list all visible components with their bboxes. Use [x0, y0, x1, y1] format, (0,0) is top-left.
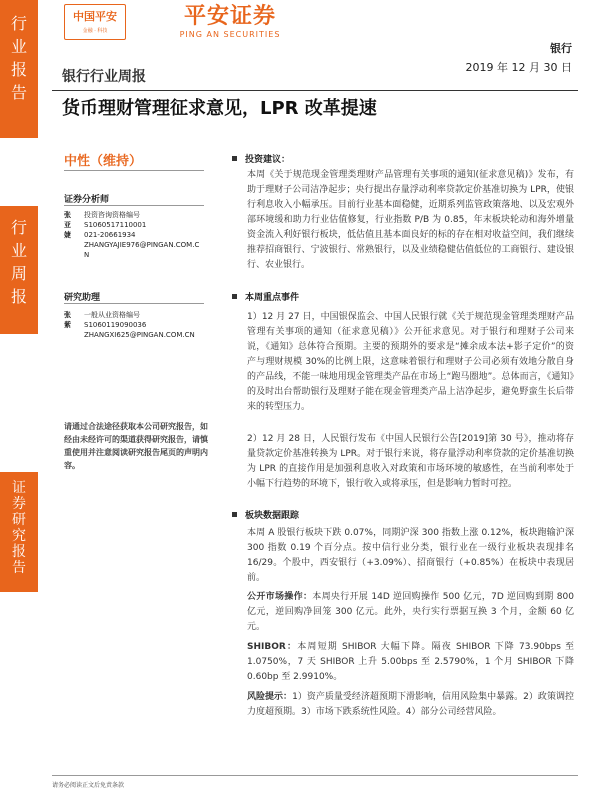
rating-label: 中性（维持） [64, 154, 143, 169]
brand-name-cn: 平安证券 [183, 4, 276, 29]
footer-disclaimer: 请务必阅读正文后免责条款 [52, 782, 125, 789]
key-events-heading [232, 290, 299, 303]
sector-data-heading [232, 508, 299, 521]
analyst-name: 张亚婕 [64, 211, 71, 239]
section-heading-text: 投资建议： [245, 155, 291, 165]
assistant-email: ZHANGXI625@PINGAN.COM.CN [84, 331, 195, 339]
shibor-paragraph [247, 640, 574, 685]
report-title: 货币理财管理征求意见，LPR 改革提速 [62, 98, 377, 119]
analyst-email-cont: N [84, 251, 90, 259]
report-type: 银行行业周报 [62, 69, 146, 85]
brand-name-en: PING AN SECURITIES [179, 30, 281, 39]
sidebar-tag-weekly: 行 业 周 报 [0, 206, 38, 334]
footer-divider [52, 775, 578, 776]
sidebar-tag-securities-research: 证 券 研 究 报 告 [0, 472, 38, 592]
header-divider [52, 90, 578, 91]
risk-text: 1）资产质量受经济超预期下滑影响，信用风险集中暴露。2）政策调控力度超预期。3）市场下跌系统性风险。4）部分公司经营风险。 [247, 692, 574, 717]
analyst-heading: 证券分析师 [64, 195, 110, 205]
analyst-info-line: 021-20661934 [84, 231, 136, 239]
key-event-2: 2）12 月 28 日，人民银行发布《中国人民银行公告[2019]第 30 号》，推动将存量贷款定价基准转换为 LPR。对于银行来说，将存量浮动利率贷款的定价基准切换为 LPR 的直接作用是加强利息收入对政策和市场环境的敏感性，在当前利率处于小幅下行趋势的环境下，银行收入或将承压，但是影响力暂时可控。 [247, 434, 574, 489]
section-heading-text: 本周重点事件 [245, 293, 300, 303]
investment-advice-text: 本周《关于规范现金管理类理财产品管理有关事项的通知(征求意见稿)》发布，有助于理财子公司洁净起步；央行提出存量浮动利率贷款定价基准切换为 LPR，使银行利息收入小幅承压。目前行业基本面稳健，近期系列监管政策落地、以及宏观外部环境缓和助力行业估值修复，行业指数 P/B 为 0.85，年末板块轮动和海外增量资金流入利好银行板块，低估值且基本面良好的标的存在相对收益空间，我们继续推荐招商银行、宁波银行、常熟银行，以及业绩稳健估值低位的工商银行、建设银行、农业银行。 [247, 170, 574, 270]
report-date: 2019 年 12 月 30 日 [465, 61, 572, 74]
disclaimer-notice: 请通过合法途径获取本公司研究报告，如经由未经许可的渠道获得研究报告，请慎重使用并注意阅读研究报告尾页的声明内容。 [64, 422, 208, 470]
ping-an-securities-logo [170, 4, 290, 39]
analyst-info-line: S1060517110001 [84, 221, 147, 229]
assistant-info-line: S1060119090036 [84, 321, 147, 329]
industry-label: 银行 [550, 42, 572, 55]
analyst-info [84, 210, 206, 260]
shibor-label: SHIBOR： [247, 642, 298, 652]
investment-advice-heading [232, 152, 290, 165]
analyst-email: ZHANGYAJIE976@PINGAN.COM.C [84, 241, 200, 249]
open-market-text: 本周央行开展 14D 逆回购操作 500 亿元，7D 逆回购到期 800 亿元，逆回购净回笼 300 亿元。此外，央行实行票据互换 3 个月，金额 60 亿元。 [247, 592, 574, 632]
logo-text: 中国平安 [73, 10, 117, 23]
assistant-heading: 研究助理 [64, 293, 101, 303]
assistant-info-line: 一般从业资格编号 [84, 311, 140, 319]
open-market-operations [247, 590, 574, 635]
key-event-1: 1）12 月 27 日，中国银保监会、中国人民银行就《关于规范现金管理类理财产品管理有关事项的通知（征求意见稿）》公开征求意见。对于银行和理财子公司来说，《通知》总体符合预期。主要的预期外的要求是“摊余成本法+影子定价”的资产与理财规模 30%的比例上限，这意味着银行和理财子公司必须有效地分散自身的产品线，不能一味地用现金管理类产品在市场上“跑马圈地”。总体而言，《通知》的及时出台帮助银行及理财子能在现金管理类产品上洁净起步，避免野蛮生长后带来的转型压力。 [247, 312, 574, 412]
assistant-info [84, 310, 206, 340]
logo-subtext: 金融 · 科技 [82, 28, 108, 34]
assistant-divider [64, 303, 204, 304]
sector-performance-text: 本周 A 股银行板块下跌 0.07%，同期沪深 300 指数上涨 0.12%，板块跑输沪深 300 指数 0.19 个百分点。按中信行业分类，银行业在一级行业板块表现排名 16/29。个股中，西安银行（+3.09%）、招商银行（+0.85%）在板块中表现居前。 [247, 528, 574, 583]
assistant-name: 张紫 [64, 311, 71, 329]
analyst-info-line: 投资咨询资格编号 [84, 211, 140, 219]
shibor-text: 本周短期 SHIBOR 大幅下降。隔夜 SHIBOR 下降 73.90bps 至 1.0750%，7 天 SHIBOR 上升 5.00bps 至 2.5790%，1 个月 SHIBOR 下降 0.60bp 至 2.9910%。 [247, 642, 574, 682]
section-heading-text: 板块数据跟踪 [245, 511, 300, 521]
risk-warning [247, 690, 574, 720]
bullet-icon [232, 512, 237, 517]
analyst-divider [64, 205, 204, 206]
risk-label: 风险提示： [247, 692, 293, 702]
bullet-icon [232, 294, 237, 299]
bullet-icon [232, 156, 237, 161]
sidebar-tag-industry-report: 行 业 报 告 [0, 0, 38, 138]
rating-divider [64, 170, 204, 171]
open-market-label: 公开市场操作： [247, 592, 313, 602]
ping-an-group-logo [64, 4, 126, 40]
